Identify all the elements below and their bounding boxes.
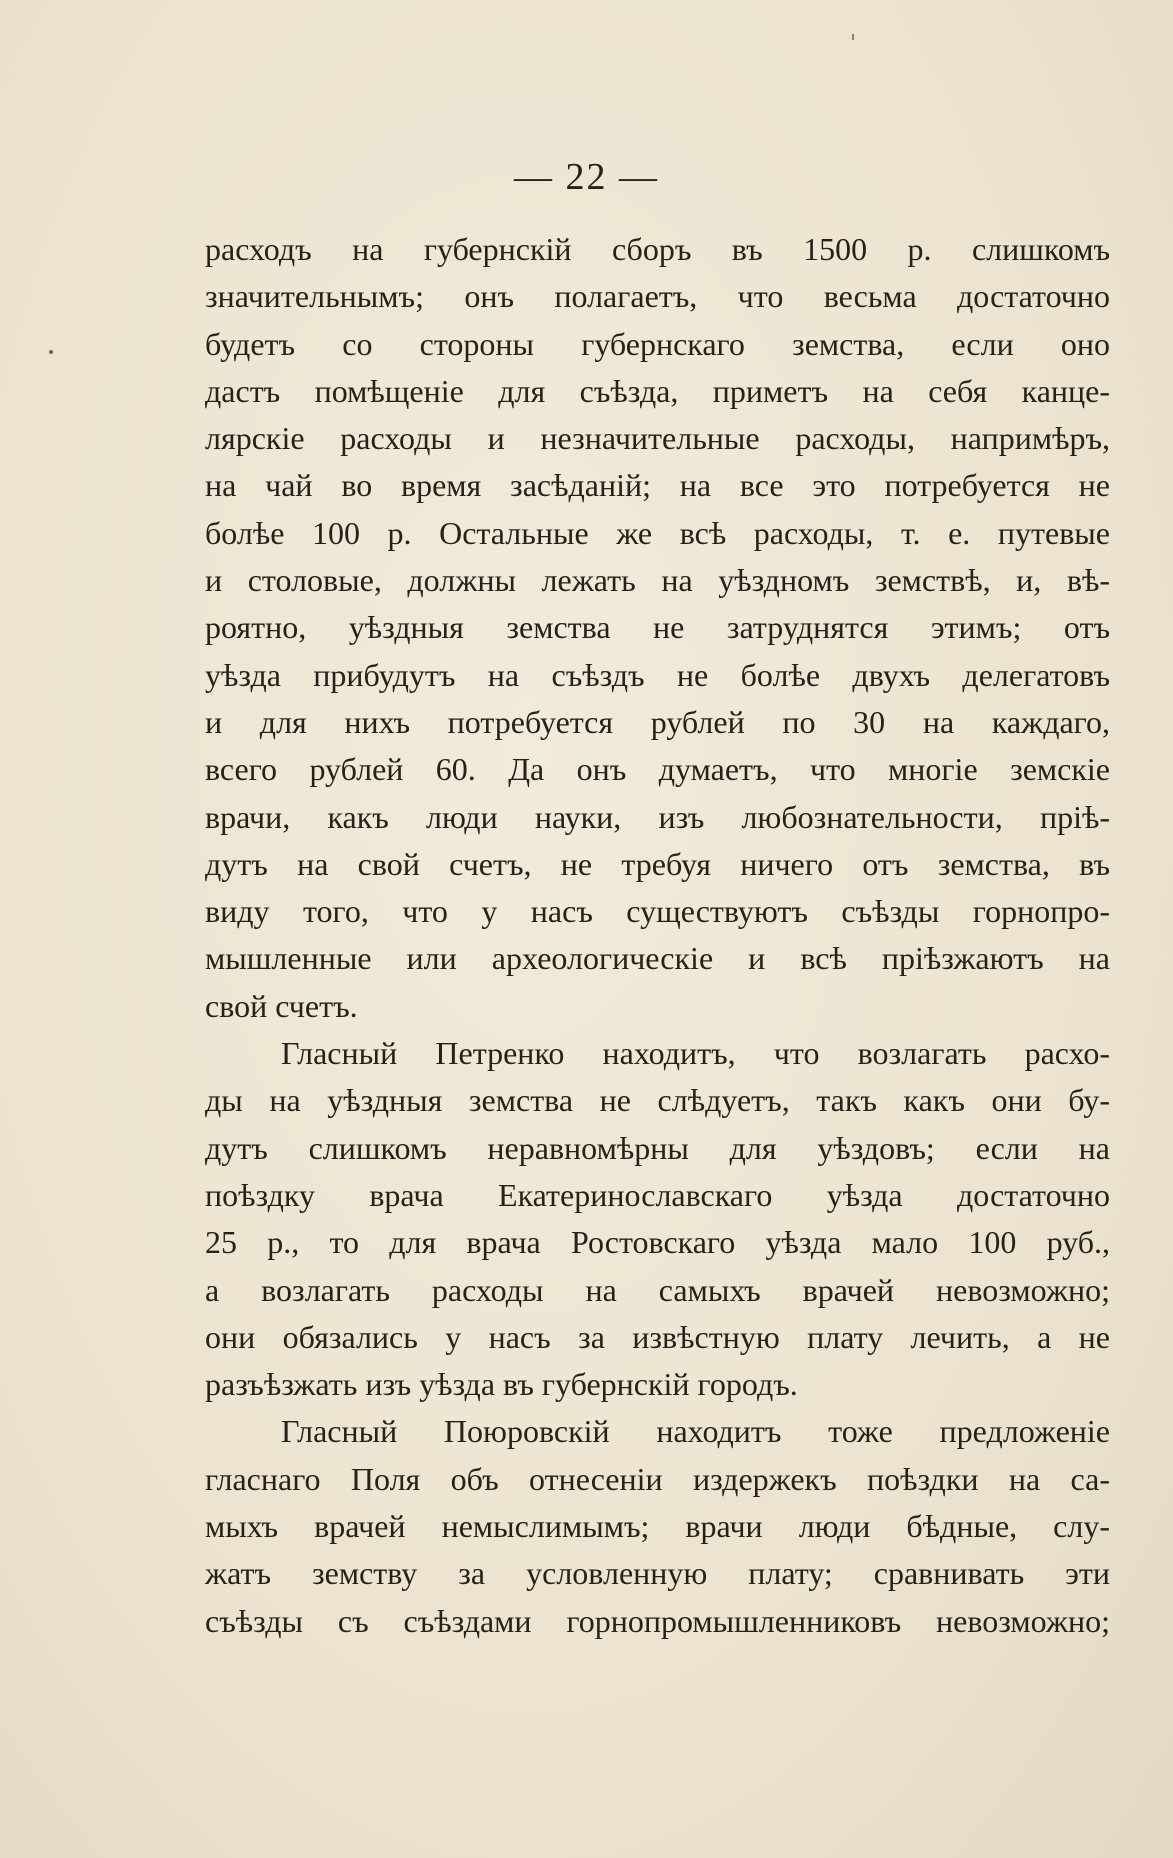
text-line: съѣзды съ съѣздами горнопромышленниковъ невозможно; [205, 1602, 1110, 1639]
text-line: дутъ слишкомъ неравномѣрны для уѣздовъ; если на [205, 1129, 1110, 1166]
text-line: Гласный Петренко находитъ, что возлагать расхо- [281, 1035, 1110, 1072]
text-line: ды на уѣздныя земства не слѣдуетъ, такъ какъ они бу- [205, 1082, 1110, 1119]
paragraph [205, 226, 1110, 1030]
text-line: Гласный Поюровскій находитъ тоже предложеніе [281, 1413, 1110, 1450]
text-line: значительнымъ; онъ полагаетъ, что весьма достаточно [205, 278, 1110, 315]
text-line: разъѣзжать изъ уѣзда въ губернскій городъ. [205, 1366, 798, 1403]
text-line: дастъ помѣщеніе для съѣзда, приметъ на себя канце- [205, 372, 1110, 409]
text-line: гласнаго Поля объ отнесеніи издержекъ поѣздки на са- [205, 1460, 1110, 1497]
body-text [205, 226, 1110, 1645]
paragraph [205, 1408, 1110, 1644]
text-line: жатъ земству за условленную плату; сравнивать эти [205, 1555, 1110, 1592]
text-line: всего рублей 60. Да онъ думаетъ, что многіе земскіе [205, 751, 1110, 788]
text-line: 25 р., то для врача Ростовскаго уѣзда мало 100 руб., [205, 1224, 1110, 1261]
text-line: мыхъ врачей немыслимымъ; врачи люди бѣдные, слу- [205, 1508, 1110, 1545]
page-number: — 22 — [514, 156, 659, 198]
text-line: свой счетъ. [205, 987, 358, 1024]
text-line: роятно, уѣздныя земства не затруднятся этимъ; отъ [205, 609, 1110, 646]
text-line: расходъ на губернскій сборъ въ 1500 р. слишкомъ [205, 231, 1110, 267]
scan-speck [852, 34, 854, 40]
text-line: уѣзда прибудутъ на съѣздъ не болѣе двухъ делегатовъ [205, 656, 1110, 693]
text-line: будетъ со стороны губернскаго земства, если оно [205, 325, 1110, 362]
text-line: они обязались у насъ за извѣстную плату лечить, а не [205, 1318, 1110, 1355]
text-line: болѣе 100 р. Остальные же всѣ расходы, т. е. путевые [205, 514, 1110, 551]
paragraph [205, 1030, 1110, 1408]
text-line: и для нихъ потребуется рублей по 30 на каждаго, [205, 703, 1110, 740]
text-line: виду того, что у насъ существуютъ съѣзды горнопро- [205, 893, 1110, 930]
text-line: поѣздку врача Екатеринославскаго уѣзда достаточно [205, 1176, 1110, 1213]
text-line: врачи, какъ люди науки, изъ любознательности, пріѣ- [205, 798, 1110, 835]
text-line: а возлагать расходы на самыхъ врачей невозможно; [205, 1271, 1110, 1308]
text-line: мышленные или археологическіе и всѣ пріѣзжаютъ на [205, 940, 1110, 977]
text-line: на чай во время засѣданій; на все это потребуется не [205, 467, 1110, 504]
text-line: дутъ на свой счетъ, не требуя ничего отъ земства, въ [205, 845, 1110, 882]
text-line: и столовые, должны лежать на уѣздномъ земствѣ, и, вѣ- [205, 562, 1110, 599]
scan-speck [49, 350, 53, 354]
text-line: лярскіе расходы и незначительные расходы, напримѣръ, [205, 420, 1110, 457]
